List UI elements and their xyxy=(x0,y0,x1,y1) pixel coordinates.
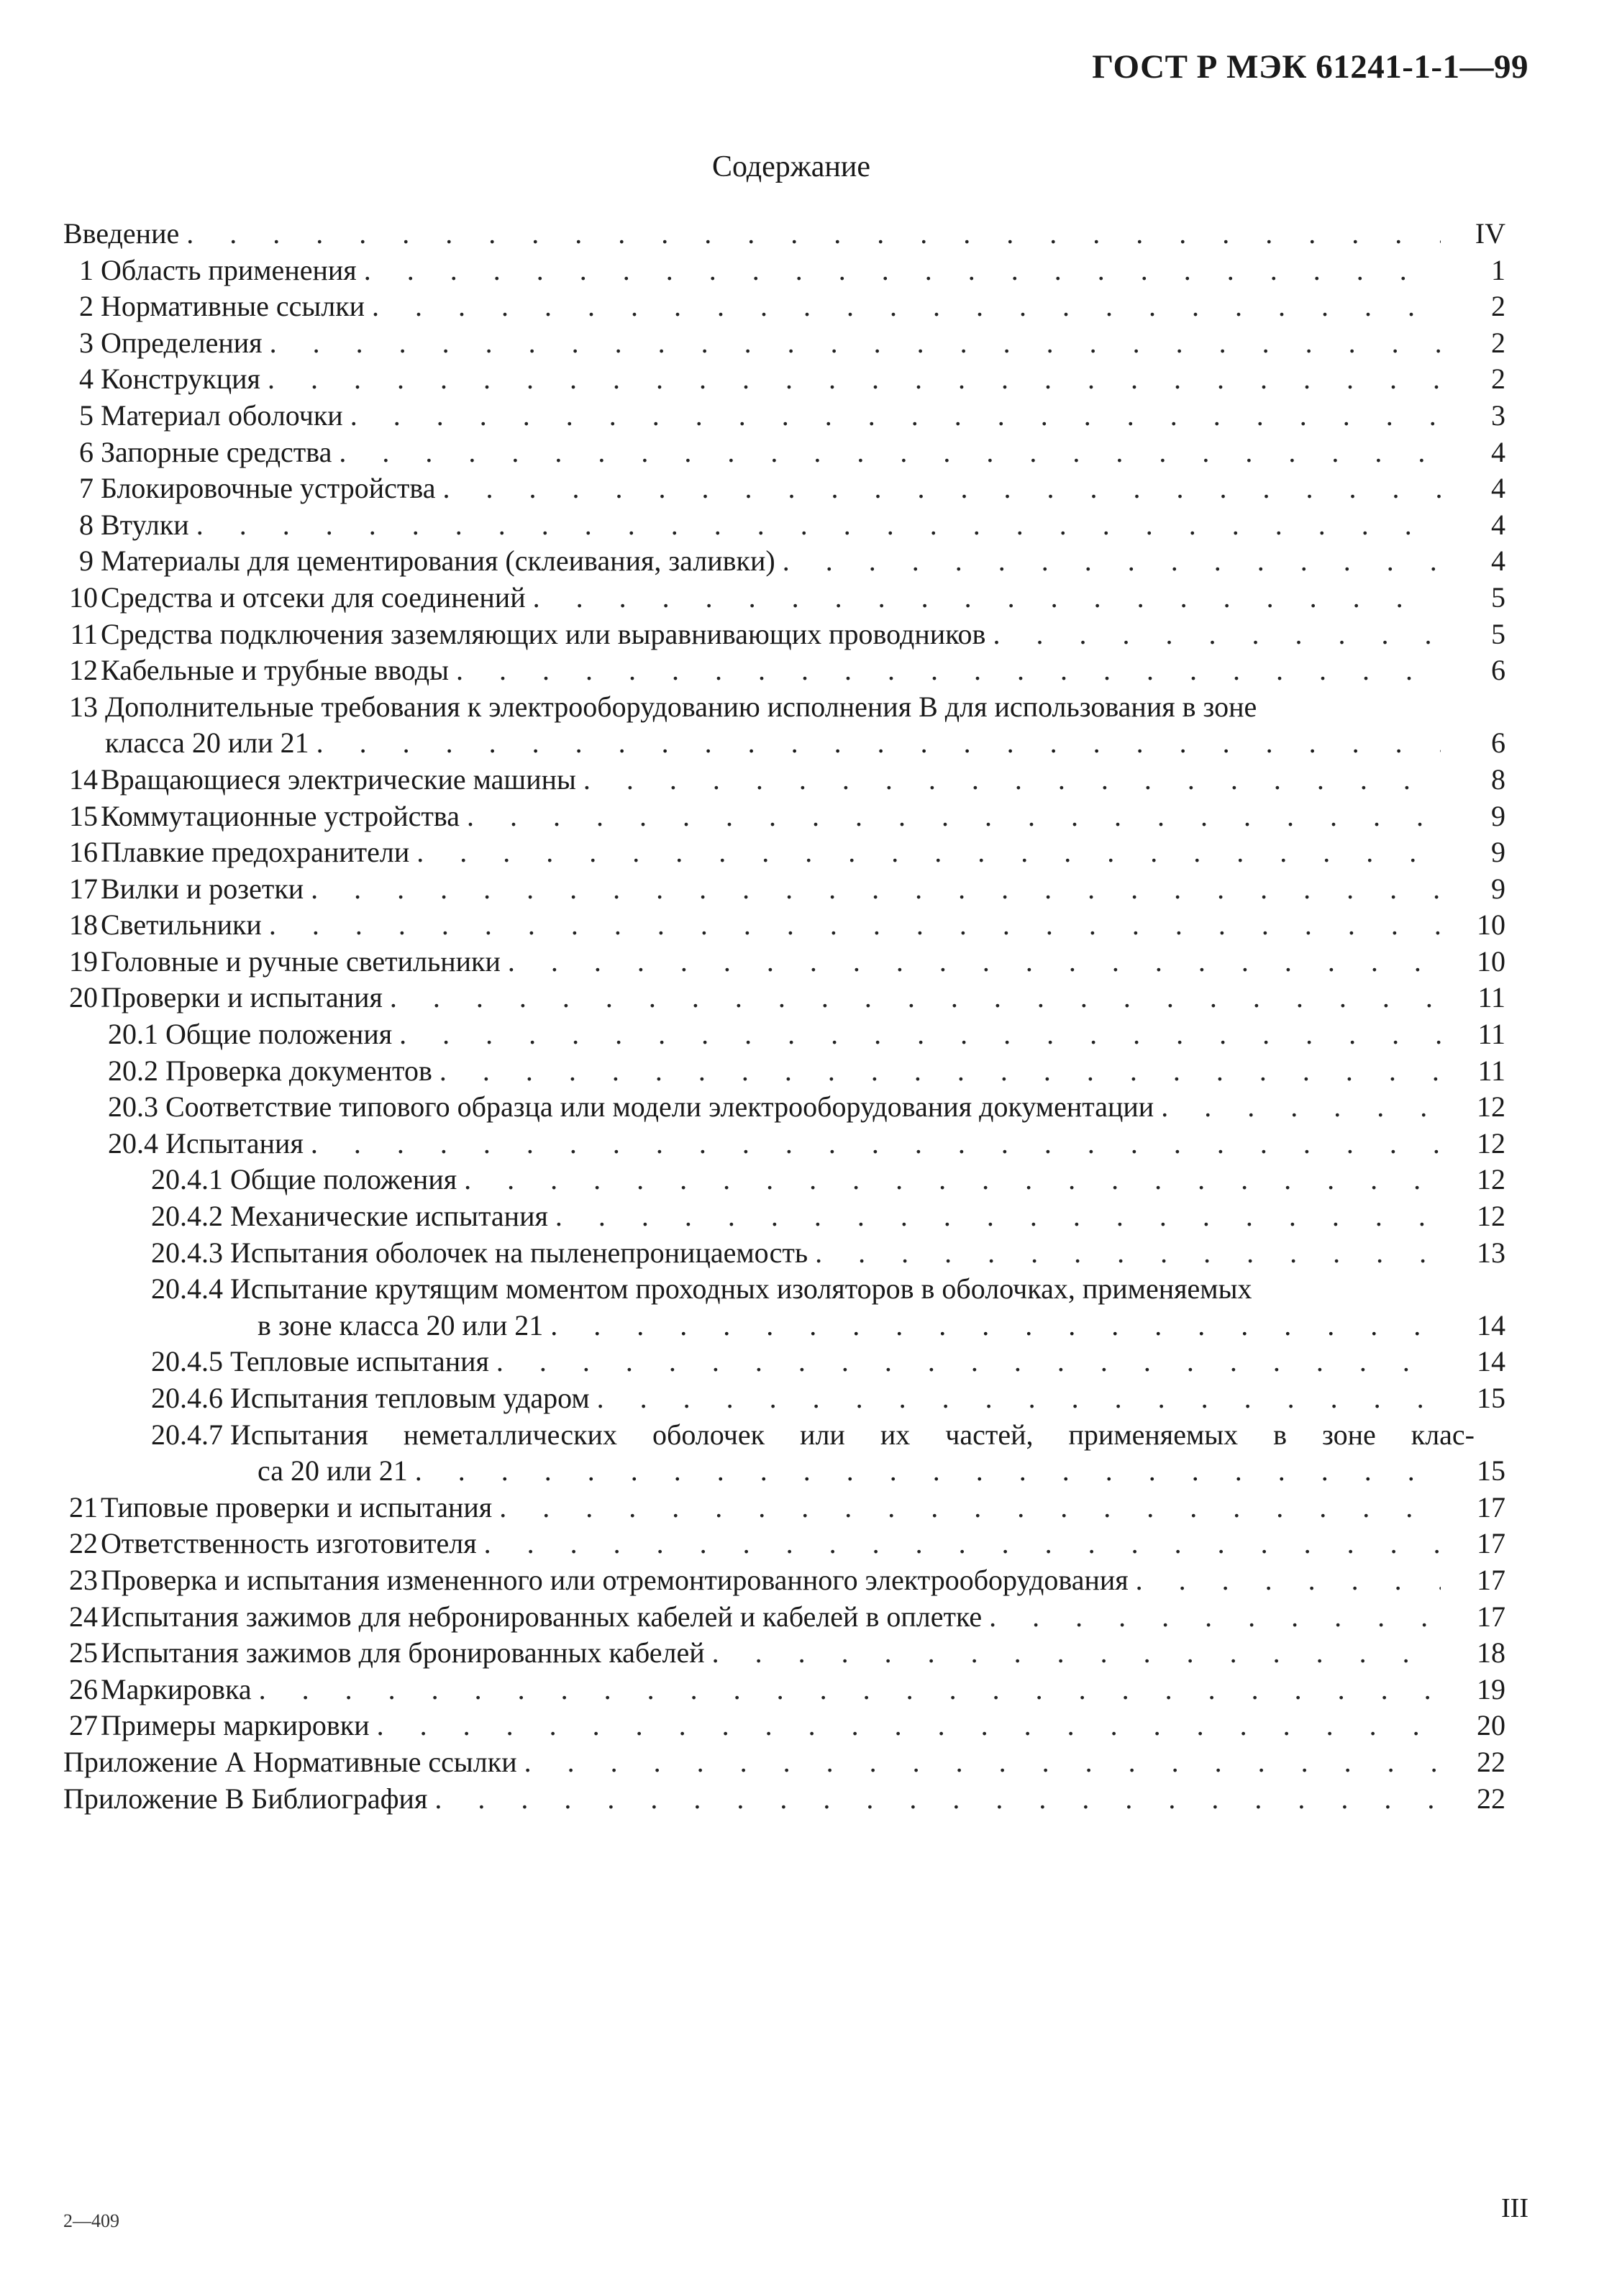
toc-entry-page: 3 xyxy=(1491,398,1505,432)
toc-entry-page: 13 xyxy=(1477,1236,1505,1269)
toc-entry-title: Тепловые испытания xyxy=(230,1345,489,1378)
leader-dots xyxy=(524,1744,1441,1781)
leader-dots xyxy=(390,980,1441,1016)
toc-entry xyxy=(63,1744,1505,1781)
toc-entry-number: 20.4.5 xyxy=(151,1345,223,1378)
toc-entry xyxy=(63,1053,1505,1090)
leader-dots xyxy=(467,798,1441,835)
toc-entry-title: Ответственность изготовителя xyxy=(101,1527,477,1560)
toc-entry-title: Общие положения xyxy=(165,1018,393,1051)
toc-entry xyxy=(63,1781,1505,1818)
toc-entry-number: 20.4.7 xyxy=(151,1418,223,1451)
toc-entry xyxy=(63,980,1505,1016)
toc-entry xyxy=(63,762,1505,798)
toc-entry-page: 14 xyxy=(1477,1308,1505,1341)
leader-dots xyxy=(268,361,1441,398)
toc-entry-page: 17 xyxy=(1477,1490,1505,1523)
toc-entry-number: 27 xyxy=(69,1709,98,1742)
toc-entry-page: 6 xyxy=(1491,654,1505,687)
toc-entry-title: Типовые проверки и испытания xyxy=(101,1490,493,1523)
toc-entry xyxy=(63,616,1505,653)
toc-entry-title: Общие положения xyxy=(230,1163,457,1196)
toc-entry-number: 10 xyxy=(69,580,98,614)
leader-dots xyxy=(415,1453,1441,1490)
toc-entry xyxy=(63,798,1505,835)
toc-entry xyxy=(63,1126,1505,1162)
toc-entry-number: 20.4.3 xyxy=(151,1236,223,1269)
toc-entry-title: Приложение В Библиография xyxy=(63,1782,428,1815)
leader-dots xyxy=(439,1053,1441,1090)
toc-entry-number: 19 xyxy=(69,944,98,978)
toc-entry xyxy=(63,1016,1505,1053)
toc-entry-number: 3 xyxy=(79,326,94,359)
leader-dots xyxy=(339,434,1441,471)
toc-entry xyxy=(63,944,1505,980)
toc-entry-title: Дополнительные требования к электрооборудованию исполнения В для использования в зоне xyxy=(105,690,1257,723)
toc-entry xyxy=(63,288,1505,325)
toc-entry-title: Средства подключения заземляющих или выравнивающих проводников xyxy=(101,617,986,650)
toc-entry xyxy=(63,652,1505,689)
toc-entry xyxy=(63,1162,1505,1198)
toc-entry-title: Коммутационные устройства xyxy=(101,799,460,832)
toc-entry-number: 20.4 xyxy=(108,1126,158,1160)
toc-entry-title: Головные и ручные светильники xyxy=(101,944,501,978)
toc-entry-title: Испытание крутящим моментом проходных изоляторов в оболочках, применяемых xyxy=(230,1272,1252,1306)
toc-entry-title: Светильники xyxy=(101,908,262,942)
toc-entry-page: 11 xyxy=(1477,1054,1505,1087)
toc-entry xyxy=(63,507,1505,544)
toc-entry-page: 8 xyxy=(1491,762,1505,796)
toc-entry-page: IV xyxy=(1475,217,1505,250)
toc-entry-number: 5 xyxy=(79,398,94,432)
toc-entry-number: 20.2 xyxy=(108,1054,158,1087)
toc-entry xyxy=(63,1708,1505,1744)
toc-entry-number: 20.4.2 xyxy=(151,1200,223,1233)
toc-entry-number: 4 xyxy=(79,363,94,396)
toc-title: Содержание xyxy=(711,150,871,183)
toc-entry xyxy=(63,834,1505,871)
toc-entry-title: Втулки xyxy=(101,508,189,541)
toc-entry-page: 1 xyxy=(1491,253,1505,286)
toc-entry-title: Механические испытания xyxy=(230,1200,548,1233)
toc-entry-title: Конструкция xyxy=(101,363,260,396)
toc-entry-title: Вращающиеся электрические машины xyxy=(101,762,576,796)
toc-entry-page: 22 xyxy=(1477,1782,1505,1815)
document-code: ГОСТ Р МЭК 61241-1-1—99 xyxy=(1092,48,1528,86)
toc-entry xyxy=(63,543,1505,580)
toc-entry-title: Нормативные ссылки xyxy=(101,290,365,323)
toc-entry-number: 15 xyxy=(69,799,98,832)
leader-dots xyxy=(1161,1089,1441,1126)
toc-entry-page: 4 xyxy=(1491,545,1505,578)
toc-entry-page: 5 xyxy=(1491,617,1505,650)
toc-entry-title: Маркировка xyxy=(101,1672,252,1705)
toc-entry-page: 9 xyxy=(1491,836,1505,869)
toc-entry-title: Запорные средства xyxy=(101,435,332,468)
leader-dots xyxy=(270,325,1441,362)
toc-entry-title: Испытания неметаллических оболочек или их частей, применяемых в зоне клас- xyxy=(230,1418,1475,1451)
leader-dots xyxy=(508,944,1441,980)
toc-entry-title: Испытания оболочек на пыленепроницаемость xyxy=(230,1236,808,1269)
toc-entry xyxy=(63,1417,1505,1490)
toc-entry-number: 20.4.4 xyxy=(151,1272,223,1306)
toc-entry xyxy=(63,1490,1505,1526)
toc-entry-title: Испытания xyxy=(165,1126,304,1160)
toc-entry-title: Примеры маркировки xyxy=(101,1709,370,1742)
toc-entry-page: 10 xyxy=(1477,944,1505,978)
toc-entry-page: 19 xyxy=(1477,1672,1505,1705)
toc-entry-title: Материал оболочки xyxy=(101,398,343,432)
leader-dots xyxy=(196,507,1441,544)
leader-dots xyxy=(555,1198,1441,1235)
toc-entry xyxy=(63,1235,1505,1272)
toc-entry-number: 6 xyxy=(79,435,94,468)
toc-entry-number: 20.4.1 xyxy=(151,1163,223,1196)
toc-entry-title: Область применения xyxy=(101,253,357,286)
toc-entry xyxy=(63,325,1505,362)
toc-entry-number: 25 xyxy=(69,1636,98,1669)
toc-entry-title: Плавкие предохранители xyxy=(101,836,410,869)
toc-entry xyxy=(63,907,1505,944)
toc-entry-page: 6 xyxy=(1491,726,1505,760)
toc-entry-title: Приложение А Нормативные ссылки xyxy=(63,1745,517,1778)
toc-entry-number: 24 xyxy=(69,1600,98,1633)
print-code: 2—409 xyxy=(63,2210,119,2231)
page-number: III xyxy=(1501,2193,1528,2223)
leader-dots xyxy=(815,1235,1441,1272)
toc-entry-title: Проверки и испытания xyxy=(101,981,383,1014)
leader-dots xyxy=(372,288,1441,325)
toc-entry-page: 15 xyxy=(1477,1382,1505,1414)
toc-entry-number: 9 xyxy=(79,545,94,578)
leader-dots xyxy=(533,580,1441,616)
toc-entry-number: 12 xyxy=(69,654,98,687)
leader-dots xyxy=(583,762,1441,798)
leader-dots xyxy=(416,834,1441,871)
toc-entry xyxy=(63,252,1505,289)
toc-entry-title: Испытания тепловым ударом xyxy=(230,1382,590,1414)
toc-entry xyxy=(63,1089,1505,1126)
toc-entry-page: 2 xyxy=(1491,326,1505,359)
toc-entry-number: 7 xyxy=(79,472,94,505)
toc-entry-page: 17 xyxy=(1477,1527,1505,1560)
toc-entry-title: Кабельные и трубные вводы xyxy=(101,654,450,687)
toc-entry-title: Блокировочные устройства xyxy=(101,472,436,505)
toc-entry-page: 12 xyxy=(1477,1090,1505,1124)
toc-entry-number: 8 xyxy=(79,508,94,541)
toc-entry xyxy=(63,1271,1505,1344)
leader-dots xyxy=(442,470,1441,507)
toc-entry-title: Испытания зажимов для небронированных кабелей и кабелей в оплетке xyxy=(101,1600,983,1633)
toc-entry-page: 12 xyxy=(1477,1163,1505,1196)
toc-entry-number: 20.4.6 xyxy=(151,1382,223,1414)
toc-entry-page: 17 xyxy=(1477,1600,1505,1633)
leader-dots xyxy=(399,1016,1441,1053)
toc-entry-number: 1 xyxy=(79,253,94,286)
leader-dots xyxy=(186,216,1441,252)
toc-entry-page: 2 xyxy=(1491,290,1505,323)
toc-entry-title: Проверка и испытания измененного или отремонтированного электрооборудования xyxy=(101,1563,1129,1596)
toc-entry xyxy=(63,361,1505,398)
toc-entry xyxy=(63,1344,1505,1380)
toc-entry xyxy=(63,1526,1505,1562)
leader-dots xyxy=(259,1672,1441,1708)
toc-entry-number: 20 xyxy=(69,981,98,1014)
toc-entry-title: Введение xyxy=(63,217,180,250)
toc-entry-title: Вилки и розетки xyxy=(101,872,304,905)
toc-entry xyxy=(63,1635,1505,1672)
leader-dots xyxy=(783,543,1441,580)
toc-entry-number: 20.3 xyxy=(108,1090,158,1124)
toc-entry-page: 20 xyxy=(1477,1709,1505,1742)
leader-dots xyxy=(350,398,1441,434)
toc-entry xyxy=(63,580,1505,616)
toc-entry xyxy=(63,398,1505,434)
toc-entry-page: 17 xyxy=(1477,1563,1505,1596)
leader-dots xyxy=(550,1308,1441,1344)
toc-entry-title: Проверка документов xyxy=(165,1054,432,1087)
leader-dots xyxy=(269,907,1441,944)
toc-entry-page: 11 xyxy=(1477,981,1505,1014)
leader-dots xyxy=(311,871,1441,908)
toc-entry-page: 14 xyxy=(1477,1345,1505,1378)
toc-entry-number: 18 xyxy=(69,908,98,942)
leader-dots xyxy=(316,725,1441,762)
leader-dots xyxy=(456,652,1441,689)
toc-entry-page: 5 xyxy=(1491,580,1505,614)
toc-entry-page: 15 xyxy=(1477,1454,1505,1488)
toc-entry xyxy=(63,1599,1505,1636)
toc-entry-page: 12 xyxy=(1477,1200,1505,1233)
toc-entry-page: 22 xyxy=(1477,1745,1505,1778)
toc-entry-number: 17 xyxy=(69,872,98,905)
toc-entry-number: 16 xyxy=(69,836,98,869)
toc-entry-number: 20.1 xyxy=(108,1018,158,1051)
toc-entry xyxy=(63,470,1505,507)
toc-entry-number: 13 xyxy=(69,690,98,723)
toc-entry-page: 4 xyxy=(1491,508,1505,541)
leader-dots xyxy=(993,616,1441,653)
toc-entry-number: 21 xyxy=(69,1490,98,1523)
toc-entry-page: 4 xyxy=(1491,435,1505,468)
toc-entry xyxy=(63,216,1505,252)
toc-entry-number: 22 xyxy=(69,1527,98,1560)
toc-entry-page: 4 xyxy=(1491,472,1505,505)
toc-entry-page: 18 xyxy=(1477,1636,1505,1669)
leader-dots xyxy=(597,1380,1441,1417)
leader-dots xyxy=(712,1635,1441,1672)
toc-entry-title: Соответствие типового образца или модели электрооборудования документации xyxy=(165,1090,1154,1124)
toc-entry-title: Испытания зажимов для бронированных кабелей xyxy=(101,1636,705,1669)
toc-entry-title-continued: в зоне класса 20 или 21 xyxy=(258,1308,544,1341)
toc-entry xyxy=(63,1198,1505,1235)
toc-entry xyxy=(63,689,1505,762)
toc-entry-title: Средства и отсеки для соединений xyxy=(101,580,526,614)
toc-entry xyxy=(63,434,1505,471)
toc-entry-number: 2 xyxy=(79,290,94,323)
leader-dots xyxy=(1136,1562,1441,1599)
leader-dots xyxy=(377,1708,1441,1744)
toc-entry-number: 26 xyxy=(69,1672,98,1705)
toc-entry-number: 23 xyxy=(69,1563,98,1596)
toc-entry xyxy=(63,871,1505,908)
leader-dots xyxy=(434,1781,1441,1818)
toc-entry-title: Определения xyxy=(101,326,263,359)
toc-entry-title-continued: са 20 или 21 xyxy=(258,1454,408,1488)
toc-entry xyxy=(63,1672,1505,1708)
toc-entry-number: 11 xyxy=(70,617,98,650)
leader-dots xyxy=(496,1344,1441,1380)
leader-dots xyxy=(499,1490,1441,1526)
leader-dots xyxy=(364,252,1441,289)
leader-dots xyxy=(989,1599,1441,1636)
toc-entry-page: 12 xyxy=(1477,1126,1505,1160)
leader-dots xyxy=(464,1162,1441,1198)
toc-entry-page: 9 xyxy=(1491,872,1505,905)
toc-entry xyxy=(63,1380,1505,1417)
toc-entry-number: 14 xyxy=(69,762,98,796)
toc-entry-title-continued: класса 20 или 21 xyxy=(105,726,309,760)
toc-entry-title: Материалы для цементирования (склеивания, заливки) xyxy=(101,545,775,578)
toc-entry-page: 2 xyxy=(1491,363,1505,396)
toc-entry-page: 9 xyxy=(1491,799,1505,832)
toc-entry-page: 11 xyxy=(1477,1018,1505,1051)
leader-dots xyxy=(311,1126,1441,1162)
toc-entry xyxy=(63,1562,1505,1599)
table-of-contents xyxy=(63,216,1505,1817)
leader-dots xyxy=(484,1526,1441,1562)
toc-entry-page: 10 xyxy=(1477,908,1505,942)
